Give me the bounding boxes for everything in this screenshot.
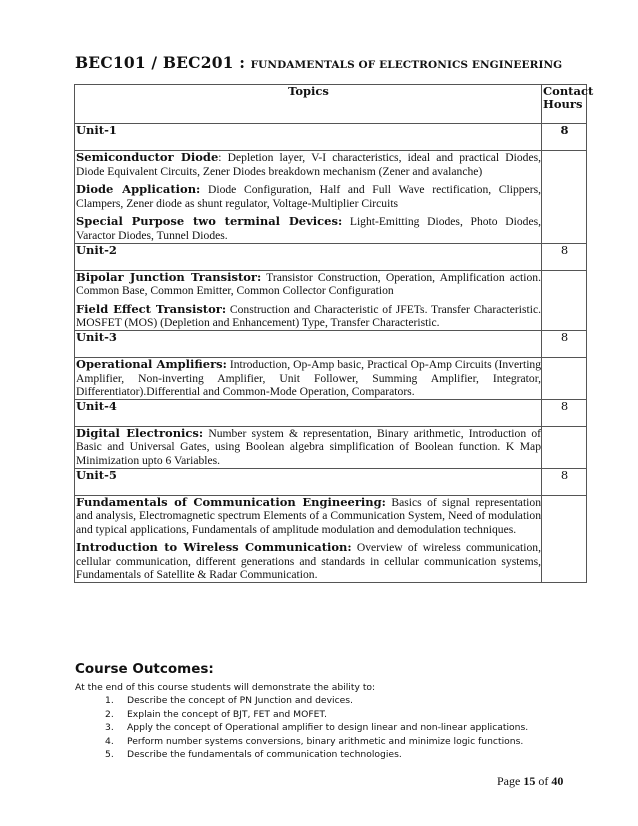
topic-text: Transistor Construction, Operation, Amplification action. Common Base, Common Emitter, Common Collector Configuration <box>76 270 541 298</box>
page-word: Page <box>497 774 521 788</box>
topic-heading: Operational Amplifiers: <box>76 356 227 371</box>
course-name: FUNDAMENTALS OF ELECTRONICS ENGINEERING <box>250 59 563 71</box>
list-item <box>105 721 528 735</box>
topic-text: Light-Emitting Diodes, Photo Diodes, Varactor Diodes, Tunnel Diodes. <box>76 215 541 242</box>
topic-text: Construction and Characteristic of JFETs. Transfer Characteristic. MOSFET (MOS) (Depletion and Enhancement) Type, Transfer Characteristic. <box>76 302 541 330</box>
unit-label: Unit-2 <box>75 243 542 270</box>
topic-paragraph <box>76 496 541 537</box>
topic-paragraph <box>76 151 541 178</box>
course-outcomes-heading: Course Outcomes: <box>75 661 214 677</box>
unit-content <box>75 151 542 244</box>
list-item <box>105 735 528 749</box>
course-title <box>75 53 595 72</box>
table-header-row <box>75 85 587 124</box>
course-outcomes-intro: At the end of this course students will demonstrate the ability to: <box>75 682 376 693</box>
unit-label: Unit-1 <box>75 124 542 151</box>
topic-text: Introduction, Op-Amp basic, Practical Op-Amp Circuits (Inverting Amplifier, Non-inverting Amplifier, Unit Follower, Summing Amplifier, Integrator, Differentiator).Differential and Common-Mode Operation, Comparators. <box>76 357 542 399</box>
topics-header: Topics <box>75 85 542 124</box>
page-footer <box>497 774 563 789</box>
empty-hours-cell <box>542 270 587 330</box>
unit-hours: 8 <box>542 243 587 270</box>
topic-text: Basics of signal representation and analysis, Electromagnetic spectrum Elements of a Communication System, Need of modulation and typical applications, Fundamentals of amplitude modulation and demodulation techniques. <box>76 495 541 536</box>
topic-text: : Depletion layer, V-I characteristics, ideal and practical Diodes, Diode Equivalent Circuits, Zener Diodes breakdown mechanism (Zener and avalanche) <box>76 151 542 178</box>
topic-paragraph <box>76 271 541 298</box>
unit-row <box>75 468 587 495</box>
list-item <box>105 748 528 762</box>
topic-heading: Special Purpose two terminal Devices: <box>76 214 343 229</box>
unit-row <box>75 124 587 151</box>
item-number: 2. <box>105 708 114 720</box>
topic-text: Overview of wireless communication, cellular communication, different generations and standards in cellular communication systems, Fundamentals of Satellite & Radar Communication. <box>76 541 541 582</box>
contact-hours-header-line2: Hours <box>543 97 583 111</box>
topic-heading: Semiconductor Diode <box>76 150 219 164</box>
topic-paragraph <box>76 303 541 330</box>
unit-row <box>75 243 587 270</box>
unit-content-row <box>75 426 587 468</box>
topic-paragraph <box>76 541 541 582</box>
list-item <box>105 694 528 708</box>
empty-hours-cell <box>542 357 587 399</box>
unit-hours: 8 <box>542 399 587 426</box>
contact-hours-header-line1: Contact <box>543 84 594 98</box>
unit-hours: 8 <box>542 330 587 357</box>
item-text: Explain the concept of BJT, FET and MOFET. <box>127 708 327 720</box>
title-separator: : <box>239 53 245 72</box>
topic-text: Diode Configuration, Half and Full Wave rectification, Clippers, Clampers, Zener diode as shunt regulator, Voltage-Multiplier Circuits <box>76 183 541 210</box>
topic-paragraph <box>76 183 541 210</box>
unit-label: Unit-3 <box>75 330 542 357</box>
unit-row <box>75 330 587 357</box>
topic-heading: Fundamentals of Communication Engineering: <box>76 494 386 509</box>
unit-content-row <box>75 151 587 244</box>
unit-content-row <box>75 270 587 330</box>
syllabus-table <box>74 84 594 583</box>
unit-content-row <box>75 357 587 399</box>
item-number: 3. <box>105 722 114 733</box>
course-outcomes-list <box>105 694 528 762</box>
unit-row <box>75 399 587 426</box>
topic-heading: Introduction to Wireless Communication: <box>76 540 352 555</box>
topic-heading: Digital Electronics: <box>76 425 204 440</box>
list-item <box>105 708 528 722</box>
unit-content <box>75 270 542 330</box>
unit-content-row <box>75 495 587 583</box>
item-text: Describe the fundamentals of communication technologies. <box>127 749 402 760</box>
total-pages: 40 <box>551 774 564 788</box>
item-text: Apply the concept of Operational amplifier to design linear and non-linear applications. <box>127 722 529 733</box>
empty-hours-cell <box>542 495 587 583</box>
of-word: of <box>538 774 549 788</box>
item-number: 1. <box>105 695 114 706</box>
course-code: BEC101 / BEC201 <box>75 53 234 72</box>
unit-content <box>75 495 542 583</box>
topic-heading: Diode Application: <box>76 182 201 197</box>
topic-paragraph <box>76 427 541 468</box>
empty-hours-cell <box>542 426 587 468</box>
topic-heading: Field Effect Transistor: <box>76 301 227 316</box>
item-number: 5. <box>105 749 114 760</box>
item-text: Perform number systems conversions, binary arithmetic and minimize logic functions. <box>127 735 524 747</box>
unit-hours: 8 <box>542 468 587 495</box>
unit-label: Unit-5 <box>75 468 542 495</box>
empty-hours-cell <box>542 151 587 244</box>
topic-paragraph <box>76 215 541 242</box>
page-number: 15 <box>523 774 536 788</box>
topic-paragraph <box>76 358 541 399</box>
unit-label: Unit-4 <box>75 399 542 426</box>
contact-hours-header <box>542 84 594 124</box>
topic-heading: Bipolar Junction Transistor: <box>76 269 262 284</box>
unit-content <box>75 357 542 399</box>
topic-text: Number system & representation, Binary arithmetic, Introduction of Basic and Universal Gates, using Boolean algebra simplification of Boolean function. K Map Minimization upto 6 Variables. <box>76 426 541 467</box>
item-text: Describe the concept of PN Junction and devices. <box>127 695 353 706</box>
item-number: 4. <box>105 735 114 747</box>
unit-content <box>75 426 542 468</box>
unit-hours: 8 <box>542 124 587 151</box>
